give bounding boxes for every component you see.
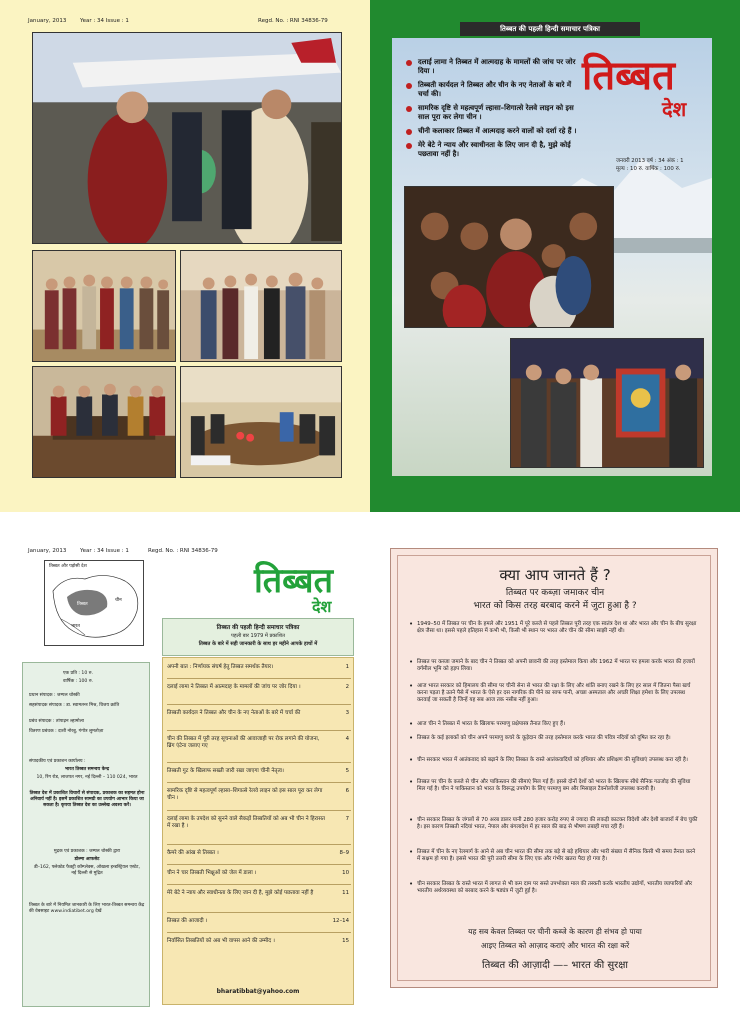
fact-item: • चीन सरकार तिब्बत के रास्ते भारत में लागत से भी कम दाम पर सस्ते उपभोक्ता माल की तस्करी करके भारतीय उद्योगों, भारतीय व्यापारियों और भारतीय अर्थव्यवस्था को बरबाद करने के षड्यंत्र में जुटी हुई है। — [409, 881, 699, 895]
cover-headline: चीनी कलाकार तिब्बत में आत्मदाह करने वालों को दर्शा रहे हैं । — [406, 127, 584, 136]
page-regd: Regd. No. : RNI 34836-79 — [148, 548, 218, 554]
staff-line: प्रधान संपादक : जम्पल चोस्की — [29, 693, 80, 698]
cover-price-line: मूल्य : 10 रु. वार्षिक : 100 रु. — [616, 166, 681, 172]
cover-headline: सामरिक दृष्टि से महत्वपूर्ण ल्हासा–शिगात्से रेलवे लाइन को इस साल पूरा कर लेगा चीन । — [406, 104, 584, 122]
staff-line: प्रबंध संपादक : तांपाढ़न ल्हामोला — [29, 719, 84, 724]
cover-tagline-band: तिब्बत की पहली हिन्दी समाचार पत्रिका — [460, 22, 640, 36]
toc-divider — [167, 864, 351, 865]
toc-item[interactable]: अपनी बात : निर्णायक संघर्ष हेतु तिब्बत समर्थक तैयार। 1 — [167, 664, 349, 670]
intro-line: तिब्बत की पहली हिन्दी समाचार पत्रिका — [216, 625, 300, 631]
intro-box — [162, 618, 354, 656]
map-title: तिब्बत और पड़ोसी देश — [49, 564, 87, 569]
office-title: संपादकीय एवं प्रकाशन कार्यालय : — [29, 759, 86, 764]
website-note: तिब्बत के बारे में नियमित जानकारी के लिए भारत-तिब्बत समन्वय केंद्र की वेबसाइट www.indiatibet.org देखें — [29, 903, 145, 914]
toc-divider — [167, 762, 351, 763]
printer-name: डोल्मा आफसेट — [74, 857, 100, 862]
toc-item[interactable]: तिब्बती गुट के खिलाफ सख्ती जारी रखा जाएगा चीनी नेतृत्व। 5 — [167, 768, 349, 774]
fact-item: • आज चीन ने तिब्बत में भारत के खिलाफ परमाणु प्रक्षेपास्त्र तैनात किए हुए हैं। — [409, 721, 699, 728]
toc-divider — [167, 844, 351, 845]
staff-line: वितरण प्रबंधक : दाशी नोरबु, गंगोत्र लुमतोज़ा — [29, 729, 104, 734]
photo-thangka-presentation — [510, 338, 704, 468]
office-name: भारत तिब्बत समन्वय केन्द्र — [64, 767, 110, 772]
toc-item[interactable]: कैमरे की आंख से तिब्बत । 8–9 — [167, 850, 349, 856]
office-address: 10, रिंग रोड, लाजपत नगर, नई दिल्ली – 110 024, भारत — [36, 775, 138, 780]
page-regd: Regd. No. : RNI 34836-79 — [258, 18, 328, 24]
toc-item[interactable]: दलाई लामा के उपदेश को सुनने वाले सैकड़ों तिब्बतियों को अब भी चीन ने हिरासत में रखा है । 7 — [167, 816, 349, 829]
fact-item: • तिब्बत के कई इलाकों को चीन अपने परमाणु कचरे के कूड़ेदान की तरह इस्तेमाल करके भारत की पवित्र नदियों को दूषित कर रहा है। — [409, 735, 699, 742]
facts-subtitle: तिब्बत पर कब्ज़ा जमाकर चीन — [505, 588, 605, 598]
page-issue: Year : 34 Issue : 1 — [80, 18, 129, 24]
toc-item[interactable]: चीन ने चार तिब्बती भिक्षुओं को जेल में डाला । 10 — [167, 870, 349, 876]
printer-address: डी–162, फ्लेक्टेड फैक्ट्री कॉम्प्लेक्स, ओखला इन्डस्ट्रियल एस्टेट, नई दिल्ली से मुद्रित — [34, 865, 140, 876]
intro-line: पहली बार 1979 में प्रकाशित — [231, 633, 285, 639]
toc-item[interactable]: निर्वासित तिब्बतियों को अब भी वापस आने की उम्मीद । 15 — [167, 938, 349, 944]
facts-title: क्या आप जानते हैं ? — [499, 566, 611, 584]
toc-item[interactable]: तिब्बती कार्यदल ने तिब्बत और चीन के नए नेताओं के बारे में चर्चा की 3 — [167, 710, 349, 716]
toc-divider — [167, 782, 351, 783]
page-issue: Year : 34 Issue : 1 — [80, 548, 129, 554]
toc-divider — [167, 810, 351, 811]
photo-conference-table — [180, 366, 342, 478]
map-tibet — [44, 560, 144, 646]
page-contents — [0, 512, 370, 1024]
fact-item: • तिब्बत पर चीन के कब्जे से चीन और पाकिस्तान की सीमाएं मिल गई हैं। इससे दोनों देशों को भारत के खिलाफ सीधे सैनिक गठजोड़ की सुविधा मिल गई है। चीन ने पाकिस्तान को भारत के विरूद्ध उपयोग के लिए परमाणु बम और मिसाइल टैक्नोलॉजी उपलब्ध करायी है। — [409, 779, 699, 793]
toc-item[interactable]: मेरे बेटे ने न्याय और स्वाधीनता के लिए जान दी है, मुझे कोई पछतावा नहीं है 11 — [167, 890, 349, 896]
page-date: January, 2013 — [28, 18, 67, 24]
cover-issue-line: जनवरी 2013 वर्ष : 34 अंक : 1 — [616, 158, 684, 164]
cover-logo-title: तिब्बत — [582, 52, 675, 99]
cover-headline: मेरे बेटे ने न्याय और स्वाधीनता के लिए जान दी है, मुझे कोई पछतावा नहीं है। — [406, 141, 584, 159]
staff-line: सहसंपादक संपादक : डा. स्वामतन्त्र मिश्र, विजय क्रांति — [29, 703, 120, 708]
fact-item: • चीन सरकार भारत में आतंकवाद को बढ़ाने के लिए तिब्बत के रास्ते आतंकवादियों को हथियार और प्रशिक्षण की सुविधाएं उपलब्ध करा रही है। — [409, 757, 699, 764]
table-of-contents — [162, 657, 354, 1005]
toc-divider — [167, 884, 351, 885]
page-date: January, 2013 — [28, 548, 67, 554]
fact-item: • तिब्बत पर कब्जा जमाने के बाद चीन ने तिब्बत को अपनी छावनी की तरह इस्तेमाल किया और 1962 में भारत पर हमला करके भारत की हजारों वर्गमील भूमि को हड़प लिया। — [409, 659, 699, 673]
logo-title: तिब्बत — [254, 561, 333, 601]
price-line: एक प्रति : 10 रु. — [63, 671, 93, 676]
photo-dalai-lama-crowd — [404, 186, 614, 328]
masthead-box — [22, 662, 150, 1007]
cover-headlines — [406, 58, 584, 164]
fact-item: • आज भारत सरकार को हिमालय की सीमा पर चीनी सेना से भारत की रक्षा के लिए और शांति बनाए रखने के लिए हर साल में जितना पैसा खर्च करना पड़ता है उतने पैसे में भारत के ऐसे हर दस नागरिक की पीने का साफ पानी, अच्छा अस्पताल और अच्छी शिक्षा हमेशा के लिए उपलब्ध करवाई जा सकती है जिन्हें यह सब आज तक नसीब नहीं हुआ। — [409, 683, 699, 704]
map-label: तिब्बत — [77, 602, 88, 607]
logo-subtitle: देश — [312, 597, 332, 616]
cover-headline: दलाई लामा ने तिब्बत में आत्मदाह के मामलों की जांच पर जोर दिया । — [406, 58, 584, 76]
cover-logo-subtitle: देश — [662, 97, 687, 121]
page-photos — [0, 0, 370, 512]
printer-line: मुद्रक एवं प्रकाशक : जम्पल चोस्की द्वारा — [53, 849, 121, 854]
fact-item: • 1949–50 में तिब्बत पर चीन के हमले और 1951 में पूरे कब्जे से पहले तिब्बत पूरी तरह एक स्वतंत्र देश था और भारत और चीन के बीच सुरक्षा क्षेत्र जैसा था। इससे पहले इतिहास में कभी भी, किसी भी स्थान पर भारत और चीन की सीमा साझी नहीं थी। — [409, 621, 699, 635]
fact-item: • तिब्बत में चीन के नए रेलमार्ग के आने से अब चीन भारत की सीमा तक बड़े से बड़े हथियार और भारी संख्या में सैनिक किसी भी समय तैनात करने में सक्षम हो गया है। इससे भारत की पूरी उत्तरी सीमा के लिए एक और गंभीर खतरा पैदा हो गया है। — [409, 849, 699, 863]
toc-item[interactable]: दलाई लामा ने तिब्बत में आत्मदाह के मामलों की जांच पर जोर दिया । 2 — [167, 684, 349, 690]
page-cover — [370, 0, 740, 512]
facts-footer: यह सब केवल तिब्बत पर चीनी कब्जे के कारण ही संभव हो पाया — [468, 927, 642, 936]
price-line: वार्षिक : 100 रु. — [63, 679, 94, 684]
email-address[interactable]: bharatibbat@yahoo.com — [216, 988, 300, 995]
toc-divider — [167, 730, 351, 731]
map-label: भारत — [71, 624, 80, 629]
toc-item[interactable]: चीन की तिब्बत में पूरी तरह सूचनाओं की आवाजाही पर रोक लगाने की योजना, ब्रिंग एंटेना जलाए गए 4 — [167, 736, 349, 749]
photo-meeting-room — [32, 366, 176, 478]
intro-line: तिब्बत के बारे में सही जानकारी के साथ हर महीने आपके हाथों में — [198, 641, 318, 647]
fact-item: • चीन सरकार तिब्बत के जंगलों से 70 अरब डालर यानी 280 हजार करोड़ रुपए से ज्यादा की लकड़ी काटकर विदेशी और देशी बाजारों में बेच चुकी है। इस कारण तिब्बती नदियां भारत, नेपाल और बंगलादेश में हर साल की बाढ़ से भीषण तबाही मचा रही हैं। — [409, 817, 699, 831]
photo-group-indoor — [32, 250, 176, 362]
facts-panel — [390, 548, 718, 988]
toc-divider — [167, 932, 351, 933]
facts-subtitle: भारत को किस तरह बरबाद करने में जुटा हुआ है ? — [473, 601, 637, 611]
facts-footer: आइए तिब्बत को आज़ाद कराएं और भारत की रक्षा करें — [480, 941, 630, 950]
toc-divider — [167, 678, 351, 679]
facts-slogan: तिब्बत की आज़ादी —– भारत की सुरक्षा — [482, 960, 628, 971]
photo-airport-greeting — [32, 32, 342, 244]
facts-inner-border — [397, 555, 711, 981]
cover-headline: तिब्बती कार्यदल ने तिब्बत और चीन के नए नेताओं के बारे में चर्चा की। — [406, 81, 584, 99]
toc-item[interactable]: सामरिक दृष्टि से महत्वपूर्ण ल्हासा–शिगात्से रेलवे लाइन को इस साल पूरा कर लेगा चीन । 6 — [167, 788, 349, 801]
map-label: चीन — [115, 598, 122, 603]
toc-divider — [167, 704, 351, 705]
photo-group-standing — [180, 250, 342, 362]
toc-divider — [167, 912, 351, 913]
disclaimer: तिब्बत देश में प्रकाशित विचारों से संपादक, प्रकाशक का सहमत होना अनिवार्य नहीं है। इसमें प्रकाशित सामग्री का उपयोग आभार किया जा सकता है। कृपया तिब्बत देश का उल्लेख अवश्य करें। — [29, 791, 145, 808]
toc-item[interactable]: तिब्बत की आजादी । 12–14 — [167, 918, 349, 924]
